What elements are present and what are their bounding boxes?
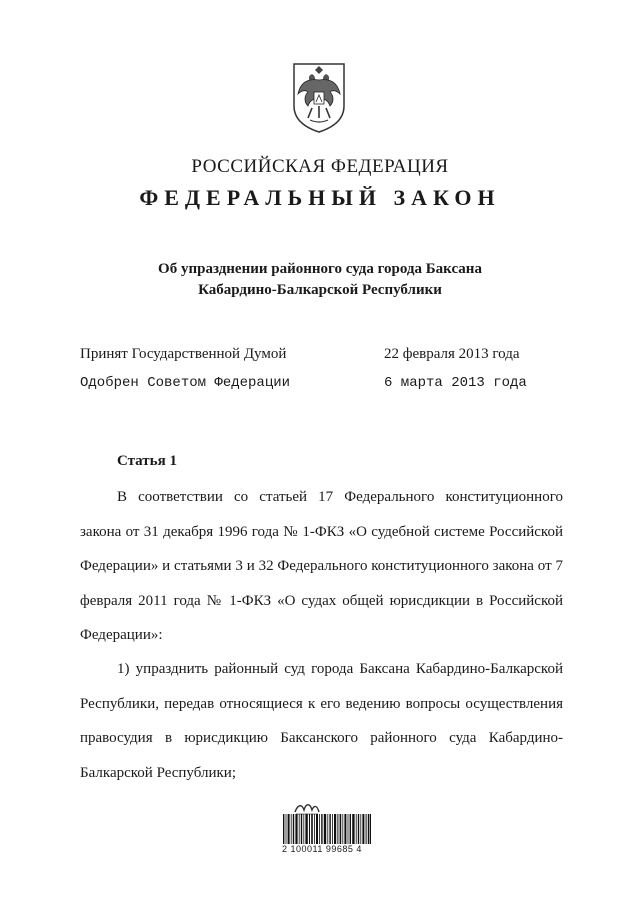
barcode-number: 2 100011 99685 4 [282, 844, 362, 854]
law-title [0, 259, 640, 301]
coat-of-arms-icon [288, 60, 350, 134]
duma-adoption-label: Принят Государственной Думой [80, 346, 287, 362]
council-approval-date: 6 марта 2013 года [384, 375, 527, 391]
article-intro-paragraph: В соответствии со статьей 17 Федерального конституционного закона от 31 декабря 1996 года № 1-ФКЗ «О судебной системе Российской Федерации» и статьями 3 и 32 Федерального конституционного закона от 7 февраля 2011 года № 1-ФКЗ «О судах общей юрисдикции в Российской Федерации»: [80, 489, 563, 643]
barcode [283, 814, 371, 844]
document-type-heading: ФЕДЕРАЛЬНЫЙ ЗАКОН [139, 185, 501, 210]
country-heading: РОССИЙСКАЯ ФЕДЕРАЦИЯ [191, 156, 449, 177]
article-item-1-paragraph: 1) упразднить районный суд города Баксана Кабардино-Балкарской Республики, передав относящиеся к его ведению вопросы осуществления правосудия в юрисдикцию Баксанского районного суда Кабардино-Балкарской Республики; [80, 661, 563, 781]
law-title-line-2: Кабардино-Балкарской Республики [198, 282, 442, 298]
duma-adoption-date: 22 февраля 2013 года [384, 346, 520, 362]
council-approval-label: Одобрен Советом Федерации [80, 375, 291, 391]
article-heading: Статья 1 [117, 453, 177, 469]
law-title-line-1: Об упразднении районного суда города Баксана [158, 261, 482, 277]
